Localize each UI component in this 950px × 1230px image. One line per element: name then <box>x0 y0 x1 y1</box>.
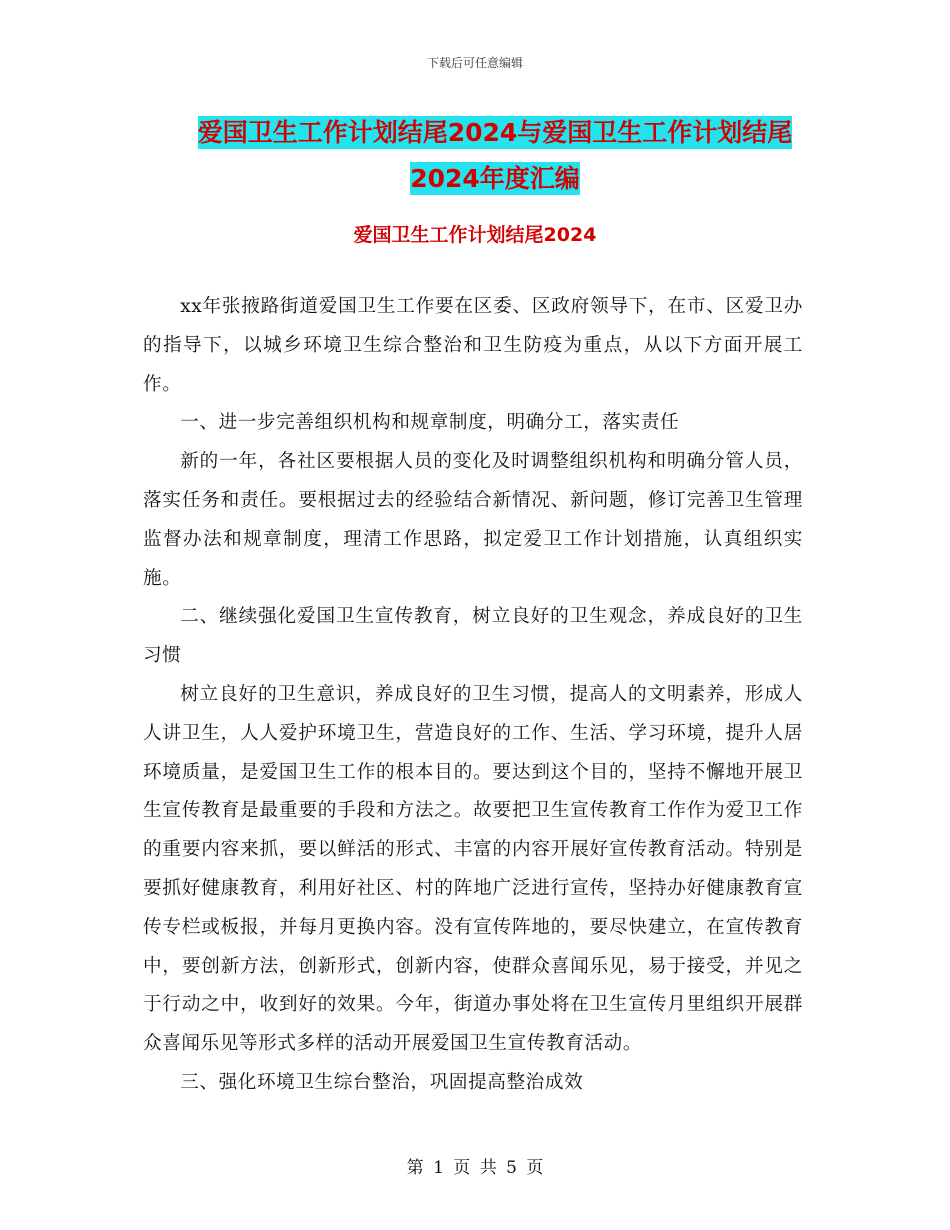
paragraph: 树立良好的卫生意识，养成良好的卫生习惯，提高人的文明素养，形成人人讲卫生，人人爱护环境卫生，营造良好的工作、生活、学习环境，提升人居环境质量，是爱国卫生工作的根本目的。要达到这个目的，坚持不懈地开展卫生宣传教育是最重要的手段和方法之。故要把卫生宣传教育工作作为爱卫工作的重要内容来抓，要以鲜活的形式、丰富的内容开展好宣传教育活动。特别是要抓好健康教育，利用好社区、村的阵地广泛进行宣传，坚持办好健康教育宣传专栏或板报，并每月更换内容。没有宣传阵地的，要尽快建立，在宣传教育中，要创新方法，创新形式，创新内容，使群众喜闻乐见，易于接受，并见之于行动之中，收到好的效果。今年，街道办事处将在卫生宣传月里组织开展群众喜闻乐见等形式多样的活动开展爱国卫生宣传教育活动。 <box>143 683 803 1055</box>
paragraph: xx年张掖路街道爱国卫生工作要在区委、区政府领导下，在市、区爱卫办的指导下，以城乡环境卫生综合整治和卫生防疫为重点，从以下方面开展工作。 <box>143 296 803 395</box>
paragraph: 新的一年，各社区要根据人员的变化及时调整组织机构和明确分管人员，落实任务和责任。要根据过去的经验结合新情况、新问题，修订完善卫生管理监督办法和规章制度，理清工作思路，拟定爱卫工作计划措施，认真组织实施。 <box>143 451 803 589</box>
section-title: 爱国卫生工作计划结尾2024 <box>353 224 597 246</box>
page-footer: 第 1 页 共 5 页 <box>406 1158 544 1178</box>
document-title <box>100 110 890 202</box>
paragraph: 三、强化环境卫生综台整治，巩固提高整治成效 <box>180 1071 584 1093</box>
paragraph: 一、进一步完善组织机构和规章制度，明确分工，落实责任 <box>180 412 680 434</box>
header-note: 下载后可任意编辑 <box>426 56 523 70</box>
title-line-1: 爱国卫生工作计划结尾2024与爱国卫生工作计划结尾 <box>197 118 793 147</box>
document-body <box>143 288 803 1103</box>
title-line-2: 2024年度汇编 <box>410 164 580 193</box>
paragraph: 二、继续强化爱国卫生宣传教育，树立良好的卫生观念，养成良好的卫生习惯 <box>143 606 803 667</box>
